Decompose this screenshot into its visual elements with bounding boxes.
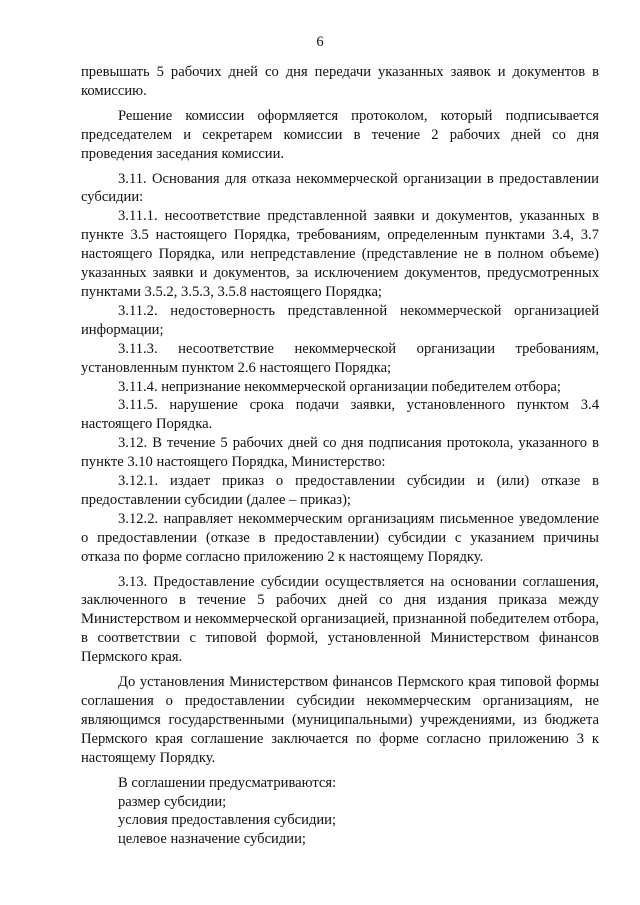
paragraph-3-11: 3.11. Основания для отказа некоммерческой организации в предоставлении субсидии: — [81, 170, 599, 206]
paragraph-typical-form: До установления Министерством финансов Пермского края типовой формы соглашения о предоставлении субсидии некоммерческим организациям, не являющимся государственными (муниципальными) учреждениями, из бюджета Пермского края соглашение заключается по форме согласно приложению 3 к настоящему Порядку. — [81, 674, 599, 766]
list-item-subsidy-conditions: условия предоставления субсидии; — [118, 812, 337, 829]
paragraph-3-12-1: 3.12.1. издает приказ о предоставлении субсидии и (или) отказе в предоставлении субсидии (далее – приказ); — [81, 473, 599, 508]
paragraph-3-11-2: 3.11.2. недостоверность представленной некоммерческой организацией информации; — [81, 302, 599, 338]
list-item-subsidy-amount: размер субсидии; — [118, 793, 227, 810]
paragraph-3-13: 3.13. Предоставление субсидии осуществляется на основании соглашения, заключенного в течение 5 рабочих дней со дня издания приказа между Министерством и некоммерческой организацией, признанной победителем отбора, в соответствии с типовой формой, установленной Министерством финансов Пермского края. — [81, 573, 599, 666]
paragraph-3-12-2: 3.12.2. направляет некоммерческим организациям письменное уведомление о предоставлении (отказе в предоставлении) субсидии с указанием причины отказа по форме согласно приложению 2 к настоящему Порядку. — [81, 510, 599, 565]
paragraph-3-11-1: 3.11.1. несоответствие представленной заявки и документов, указанных в пункте 3.5 настоящего Порядка, требованиям, определенным пунктами 3.4, 3.7 настоящего Порядка, или непредставление (представление не в полном объеме) указанных заявки и документов, за исключением документов, предусмотренных пунктами 3.5.2, 3.5.3, 3.5.8 настоящего Порядка; — [81, 208, 599, 300]
list-item-subsidy-purpose: целевое назначение субсидии; — [118, 831, 306, 848]
paragraph-3-11-3: 3.11.3. несоответствие некоммерческой организации требованиям, установленным пунктом 2.6 настоящего Порядка; — [81, 340, 599, 376]
paragraph-1: превышать 5 рабочих дней со дня передачи указанных заявок и документов в комиссию. — [81, 64, 599, 99]
paragraph-3-12: 3.12. В течение 5 рабочих дней со дня подписания протокола, указанного в пункте 3.10 настоящего Порядка, Министерство: — [81, 435, 599, 471]
document-body — [81, 63, 599, 849]
paragraph-agreement-provisions: В соглашении предусматриваются: — [118, 774, 337, 791]
paragraph-2: Решение комиссии оформляется протоколом, который подписывается председателем и секретарем комиссии в течение 2 рабочих дней со дня проведения заседания комиссии. — [81, 107, 599, 162]
page-number: 6 — [316, 34, 324, 50]
paragraph-3-11-4: 3.11.4. непризнание некоммерческой организации победителем отбора; — [118, 378, 561, 395]
paragraph-3-11-5: 3.11.5. нарушение срока подачи заявки, установленного пунктом 3.4 настоящего Порядка. — [81, 397, 599, 433]
